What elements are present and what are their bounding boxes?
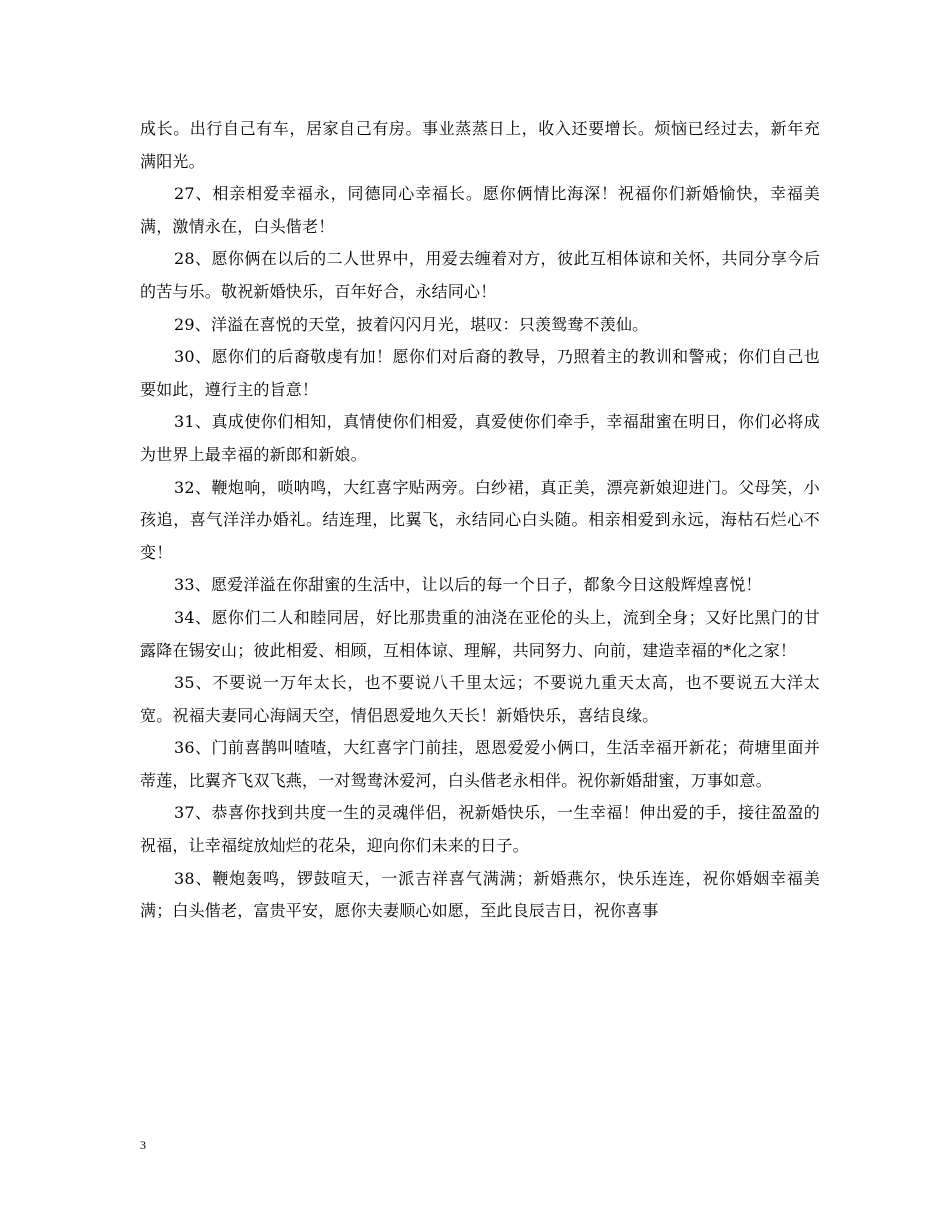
paragraph-29: 29、洋溢在喜悦的天堂，披着闪闪月光，堪叹：只羡鸳鸯不羡仙。 [174, 314, 649, 334]
paragraph-35: 35、不要说一万年太长，也不要说八千里太远；不要说九重天太高，也不要说五大洋太宽。祝福夫妻同心海阔天空，情侣恩爱地久天长！新婚快乐，喜结良缘。 [140, 673, 820, 725]
page-number: 3 [140, 1138, 146, 1152]
paragraph-33: 33、愿爱洋溢在你甜蜜的生活中，让以后的每一个日子，都象今日这般辉煌喜悦！ [174, 575, 762, 595]
body-text [140, 113, 820, 928]
paragraph-36: 36、门前喜鹊叫喳喳，大红喜字门前挂，恩恩爱爱小俩口，生活幸福开新花；荷塘里面并蒂莲，比翼齐飞双飞燕，一对鸳鸯沐爱河，白头偕老永相伴。祝你新婚甜蜜，万事如意。 [140, 738, 820, 790]
paragraph-27: 27、相亲相爱幸福永，同德同心幸福长。愿你俩情比海深！祝福你们新婚愉快，幸福美满，激情永在，白头偕老！ [140, 184, 820, 236]
paragraph-32: 32、鞭炮响，唢呐鸣，大红喜字贴两旁。白纱裙，真正美，漂亮新娘迎进门。父母笑，小孩追，喜气洋洋办婚礼。结连理，比翼飞，永结同心白头随。相亲相爱到永远，海枯石烂心不变！ [140, 477, 820, 562]
paragraph-28: 28、愿你俩在以后的二人世界中，用爱去缠着对方，彼此互相体谅和关怀，共同分享今后的苦与乐。敬祝新婚快乐，百年好合，永结同心！ [140, 249, 820, 301]
paragraph-37: 37、恭喜你找到共度一生的灵魂伴侣，祝新婚快乐，一生幸福！伸出爱的手，接往盈盈的祝福，让幸福绽放灿烂的花朵，迎向你们未来的日子。 [140, 803, 820, 856]
paragraph-38: 38、鞭炮轰鸣，锣鼓喧天，一派吉祥喜气满满；新婚燕尔，快乐连连，祝你婚姻幸福美满；白头偕老，富贵平安，愿你夫妻顺心如愿，至此良辰吉日，祝你喜事 [140, 868, 820, 921]
paragraph-34: 34、愿你们二人和睦同居，好比那贵重的油浇在亚伦的头上，流到全身；又好比黑门的甘露降在锡安山；彼此相爱、相顾，互相体谅、理解，共同努力、向前，建造幸福的*化之家！ [140, 607, 820, 660]
paragraph-31: 31、真成使你们相知，真情使你们相爱，真爱使你们牵手，幸福甜蜜在明日，你们必将成为世界上最幸福的新郎和新娘。 [140, 412, 820, 464]
paragraph-30: 30、愿你们的后裔敬虔有加！愿你们对后裔的教导，乃照着主的教训和警戒；你们自己也要如此，遵行主的旨意！ [140, 347, 820, 399]
paragraph-continuation: 成长。出行自己有车，居家自己有房。事业蒸蒸日上，收入还要增长。烦恼已经过去，新年充满阳光。 [140, 119, 820, 171]
